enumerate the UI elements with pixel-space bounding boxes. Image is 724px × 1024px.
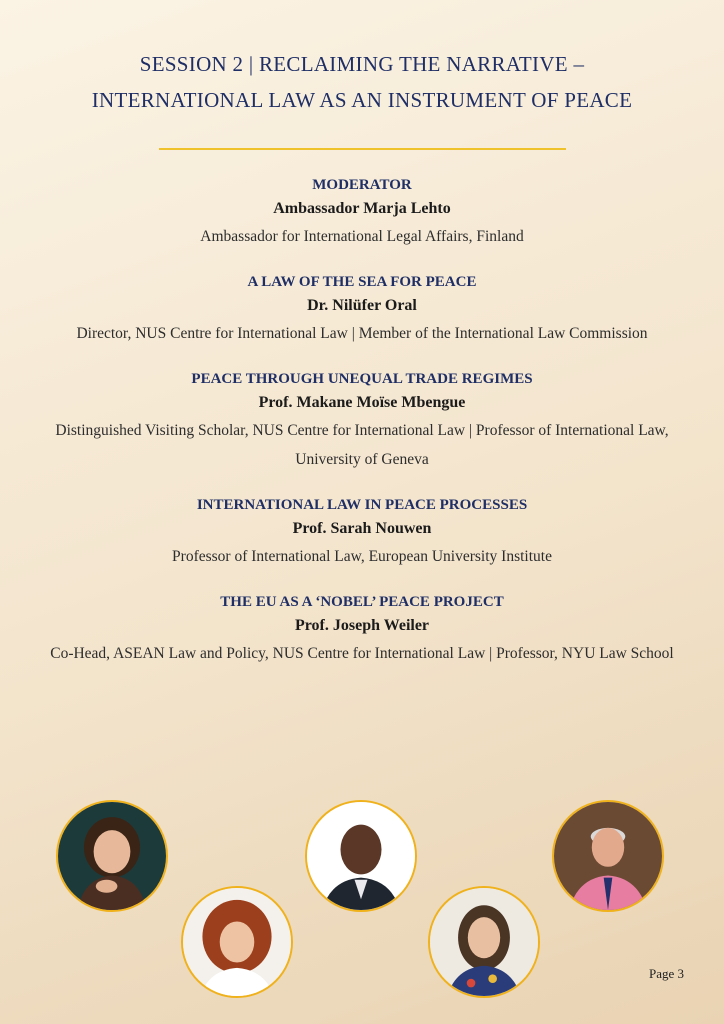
talk-title: MODERATOR (312, 177, 412, 193)
portrait-image (554, 802, 662, 910)
portrait-image (307, 802, 415, 910)
talk-title: A LAW OF THE SEA FOR PEACE (247, 274, 477, 290)
portrait-sarah-nouwen (428, 886, 540, 998)
title-divider (159, 148, 566, 150)
session-program (40, 174, 684, 688)
speaker-affiliation: Director, NUS Centre for International Law | Member of the International Law Commission (76, 325, 648, 342)
talk-eu-peace-project (40, 591, 684, 668)
portrait-makane-mbengue (305, 800, 417, 912)
portrait-image (430, 888, 538, 996)
portrait-marja-lehto (56, 800, 168, 912)
portrait-image (58, 802, 166, 910)
speaker-affiliation: Co-Head, ASEAN Law and Policy, NUS Centre for International Law | Professor, NYU Law School (50, 645, 674, 662)
speaker-name: Prof. Joseph Weiler (294, 617, 430, 634)
session-title-line-1: SESSION 2 | RECLAIMING THE NARRATIVE – (139, 52, 585, 76)
talk-unequal-trade (40, 368, 684, 474)
speaker-name: Prof. Sarah Nouwen (292, 520, 432, 537)
speaker-name: Dr. Nilüfer Oral (307, 297, 417, 314)
portrait-image (183, 888, 291, 996)
portrait-joseph-weiler (552, 800, 664, 912)
page-number: Page 3 (648, 966, 684, 981)
talk-law-of-the-sea (40, 271, 684, 348)
talk-title: PEACE THROUGH UNEQUAL TRADE REGIMES (191, 371, 533, 387)
speaker-name: Prof. Makane Moïse Mbengue (258, 394, 466, 411)
speaker-name: Ambassador Marja Lehto (273, 200, 451, 217)
talk-title: THE EU AS A ‘NOBEL’ PEACE PROJECT (220, 594, 504, 610)
speaker-affiliation: Professor of International Law, European University Institute (172, 548, 552, 565)
talk-title: INTERNATIONAL LAW IN PEACE PROCESSES (196, 497, 528, 513)
session-title-line-2: INTERNATIONAL LAW AS AN INSTRUMENT OF PEACE (91, 88, 633, 112)
speaker-affiliation: Distinguished Visiting Scholar, NUS Centre for International Law | Professor of International Law, University of Geneva (55, 422, 669, 468)
portrait-nilufer-oral (181, 886, 293, 998)
session-title (0, 46, 724, 118)
talk-peace-processes (40, 494, 684, 571)
speaker-affiliation: Ambassador for International Legal Affairs, Finland (200, 228, 524, 245)
talk-moderator (40, 174, 684, 251)
